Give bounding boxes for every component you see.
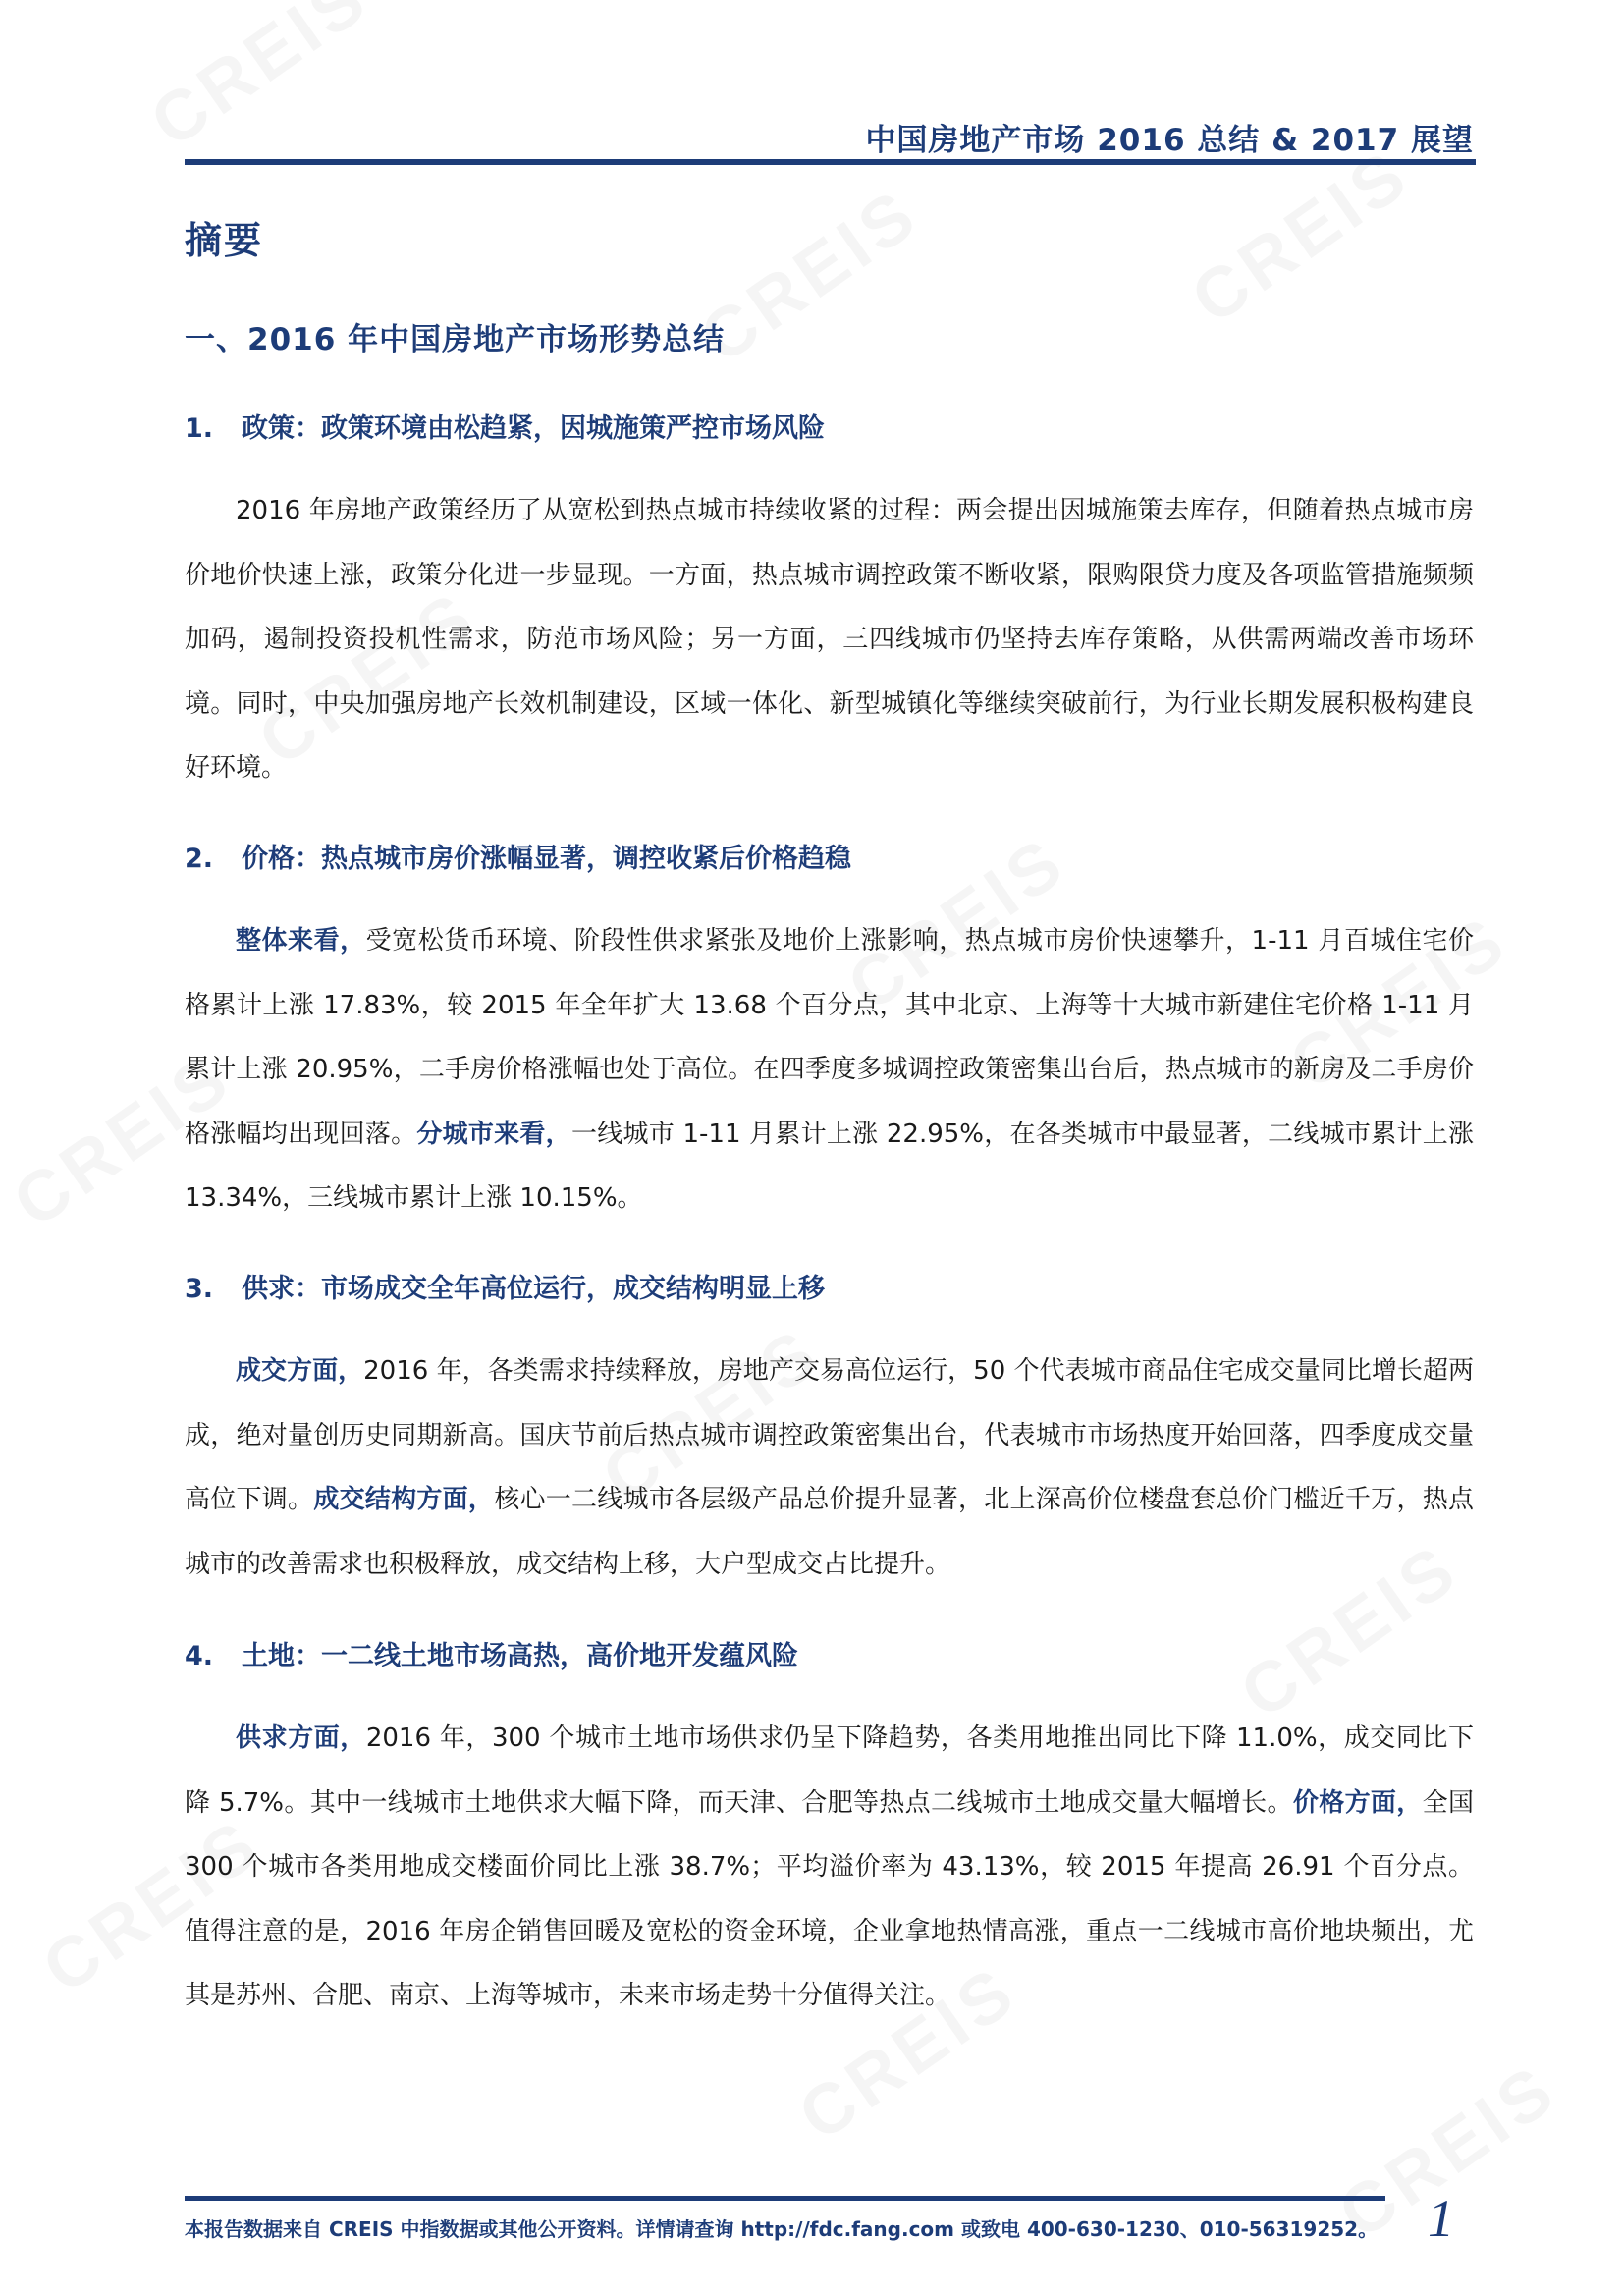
paragraph-text: 2016 年房地产政策经历了从宽松到热点城市持续收紧的过程：两会提出因城施策去库存，但随着热点城市房价地价快速上涨，政策分化进一步显现。一方面，热点城市调控政策不断收紧，限购限贷力度及各项监管措施频频加码，遏制投资投机性需求，防范市场风险；另一方面，三四线城市仍坚持去库存策略，从供需两端改善市场环境。同时，中央加强房地产长效机制建设，区域一体化、新型城镇化等继续突破前行，为行业长期发展积极构建良好环境。 (185, 496, 1474, 783)
highlight-lead: 成交结构方面， (313, 1485, 495, 1514)
abstract-title: 摘要 (185, 219, 264, 262)
paragraph-text: 2016 年，各类需求持续释放，房地产交易高位运行，50 个代表城市商品住宅成交量同比增长超两成，绝对量创历史同期新高。国庆节前后热点城市调控政策密集出台，代表城市市场热度开始回落，四季度成交量高位下调。 (185, 1356, 1474, 1514)
footer-divider (185, 2196, 1385, 2201)
part-title: 一、2016 年中国房地产市场形势总结 (185, 322, 726, 357)
section-paragraph (185, 909, 1474, 1231)
header-divider (185, 159, 1476, 165)
paragraph-text: 受宽松货币环境、阶段性供求紧张及地价上涨影响，热点城市房价快速攀升，1-11 月百城住宅价格累计上涨 17.83%，较 2015 年全年扩大 13.68 个百分点，其中北京、上海等十大城市新建住宅价格 1-11 月累计上涨 20.95%，二手房价格涨幅也处于高位。在四季度多城调控政策密集出台后，热点城市的新房及二手房价格涨幅均出现回落。 (185, 926, 1474, 1149)
footer-source-note: 本报告数据来自 CREIS 中指数据或其他公开资料。详情请查询 http://fdc.fang.com 或致电 400-630-1230、010-56319252。 (185, 2217, 1379, 2241)
section-paragraph (185, 479, 1474, 801)
section-heading (185, 1267, 825, 1305)
highlight-lead: 分城市来看， (416, 1119, 571, 1149)
section-number: 1. (185, 413, 214, 444)
highlight-lead: 供求方面， (236, 1723, 366, 1753)
section-heading-text: 土地：一二线土地市场高热，高价地开发蕴风险 (242, 1641, 798, 1671)
section-heading-text: 价格：热点城市房价涨幅显著，调控收紧后价格趋稳 (242, 844, 851, 874)
highlight-lead: 成交方面， (236, 1356, 364, 1386)
highlight-lead: 整体来看， (236, 926, 366, 956)
report-header-title: 中国房地产市场 2016 总结 & 2017 展望 (865, 123, 1474, 158)
paragraph-text: 核心一二线城市各层级产品总价提升显著，北上深高价位楼盘套总价门槛近千万，热点城市的改善需求也积极释放，成交结构上移，大户型成交占比提升。 (185, 1485, 1474, 1579)
section-heading-text: 供求：市场成交全年高位运行，成交结构明显上移 (242, 1274, 825, 1304)
section-heading (185, 407, 825, 445)
paragraph-text: 全国 300 个城市各类用地成交楼面价同比上涨 38.7%；平均溢价率为 43.13%，较 2015 年提高 26.91 个百分点。值得注意的是，2016 年房企销售回暖及宽松的资金环境，企业拿地热情高涨，重点一二线城市高价地块频出，尤其是苏州、合肥、南京、上海等城市，未来市场走势十分值得关注。 (185, 1787, 1474, 2010)
section-number: 4. (185, 1641, 214, 1671)
paragraph-text: 2016 年，300 个城市土地市场供求仍呈下降趋势，各类用地推出同比下降 11.0%，成交同比下降 5.7%。其中一线城市土地供求大幅下降，而天津、合肥等热点二线城市土地成交量大幅增长。 (185, 1723, 1474, 1818)
section-number: 3. (185, 1274, 214, 1304)
section-paragraph (185, 1339, 1474, 1597)
page-number: 1 (1428, 2189, 1454, 2248)
paragraph-text: 一线城市 1-11 月累计上涨 22.95%，在各类城市中最显著，二线城市累计上涨 13.34%，三线城市累计上涨 10.15%。 (185, 1119, 1474, 1213)
section-heading (185, 837, 851, 875)
highlight-lead: 价格方面， (1292, 1787, 1423, 1818)
section-paragraph (185, 1707, 1474, 2029)
creis-watermark-logo (136, 0, 384, 163)
section-number: 2. (185, 844, 214, 874)
section-heading-text: 政策：政策环境由松趋紧，因城施策严控市场风险 (242, 413, 825, 444)
section-heading (185, 1634, 798, 1672)
